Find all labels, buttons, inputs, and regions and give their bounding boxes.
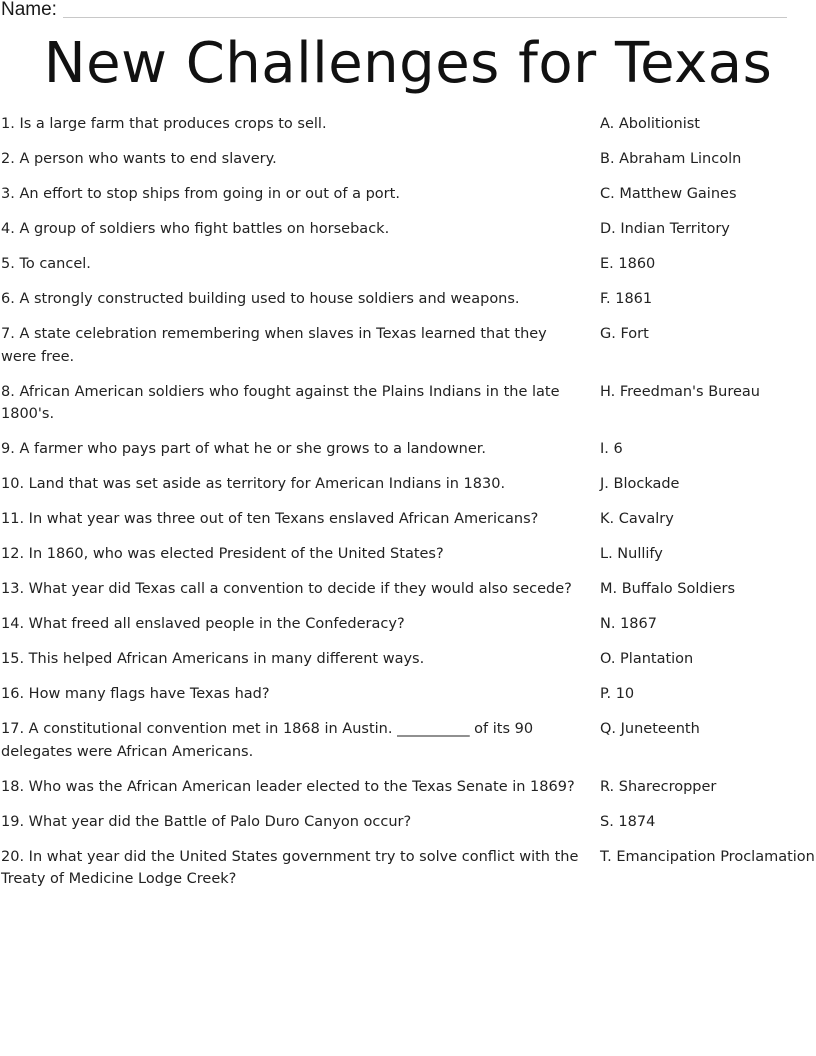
answer-q: Q. Juneteenth [600, 721, 700, 737]
matching-row [0, 381, 816, 439]
answer-a: A. Abolitionist [600, 116, 700, 132]
answer-j: J. Blockade [600, 476, 680, 492]
question-3: 3. An effort to stop ships from going in or out of a port. [1, 186, 400, 202]
answer-f: F. 1861 [600, 291, 653, 307]
question-13: 13. What year did Texas call a convention to decide if they would also secede? [1, 581, 572, 597]
name-row [0, 0, 790, 20]
question-7: 7. A state celebration remembering when slaves in Texas learned that they were free. [1, 326, 547, 365]
matching-row [0, 811, 816, 846]
matching-row [0, 183, 816, 218]
page-title: New Challenges for Texas [43, 31, 773, 96]
name-label: Name: [1, 0, 57, 20]
question-6: 6. A strongly constructed building used to house soldiers and weapons. [1, 291, 520, 307]
matching-row [0, 218, 816, 253]
matching-row [0, 113, 816, 148]
question-16: 16. How many flags have Texas had? [1, 686, 270, 702]
question-8: 8. African American soldiers who fought against the Plains Indians in the late 1800's. [1, 383, 560, 422]
matching-row [0, 288, 816, 323]
answer-b: B. Abraham Lincoln [600, 151, 742, 167]
question-5: 5. To cancel. [1, 256, 91, 272]
question-2: 2. A person who wants to end slavery. [1, 151, 277, 167]
answer-l: L. Nullify [600, 546, 663, 562]
matching-row [0, 323, 816, 381]
matching-row [0, 613, 816, 648]
question-20: 20. In what year did the United States government try to solve conflict with the Treaty of Medicine Lodge Creek? [1, 848, 579, 887]
answer-i: I. 6 [600, 441, 623, 457]
name-line [63, 17, 787, 18]
question-18: 18. Who was the African American leader elected to the Texas Senate in 1869? [1, 778, 575, 795]
answer-g: G. Fort [600, 326, 649, 342]
answer-n: N. 1867 [600, 616, 657, 632]
question-12: 12. In 1860, who was elected President of the United States? [1, 546, 444, 562]
answer-m: M. Buffalo Soldiers [600, 581, 736, 597]
question-1: 1. Is a large farm that produces crops to sell. [1, 116, 327, 132]
question-10: 10. Land that was set aside as territory for American Indians in 1830. [1, 476, 506, 492]
matching-row [0, 578, 816, 613]
answer-p: P. 10 [600, 686, 635, 702]
answer-k: K. Cavalry [600, 511, 674, 527]
question-11: 11. In what year was three out of ten Texans enslaved African Americans? [1, 511, 539, 527]
answer-o: O. Plantation [600, 651, 694, 667]
matching-row [0, 473, 816, 508]
matching-row [0, 683, 816, 718]
question-9: 9. A farmer who pays part of what he or she grows to a landowner. [1, 441, 487, 457]
question-14: 14. What freed all enslaved people in the Confederacy? [1, 616, 405, 632]
answer-r: R. Sharecropper [600, 778, 717, 795]
answer-h: H. Freedman's Bureau [600, 383, 760, 400]
answer-t: T. Emancipation Proclamation [600, 848, 815, 865]
answer-e: E. 1860 [600, 256, 656, 272]
matching-row [0, 648, 816, 683]
matching-row [0, 508, 816, 543]
answer-d: D. Indian Territory [600, 221, 730, 237]
matching-row [0, 846, 816, 904]
question-15: 15. This helped African Americans in many different ways. [1, 651, 425, 667]
matching-row [0, 253, 816, 288]
matching-row [0, 438, 816, 473]
answer-c: C. Matthew Gaines [600, 186, 737, 202]
matching-list [0, 113, 816, 903]
matching-row [0, 776, 816, 811]
question-4: 4. A group of soldiers who fight battles on horseback. [1, 221, 390, 237]
matching-row [0, 718, 816, 776]
question-19: 19. What year did the Battle of Palo Duro Canyon occur? [1, 813, 412, 830]
question-17: 17. A constitutional convention met in 1868 in Austin. __________ of its 90 delegates were African Americans. [1, 721, 534, 760]
answer-s: S. 1874 [600, 813, 656, 830]
matching-row [0, 543, 816, 578]
matching-row [0, 148, 816, 183]
